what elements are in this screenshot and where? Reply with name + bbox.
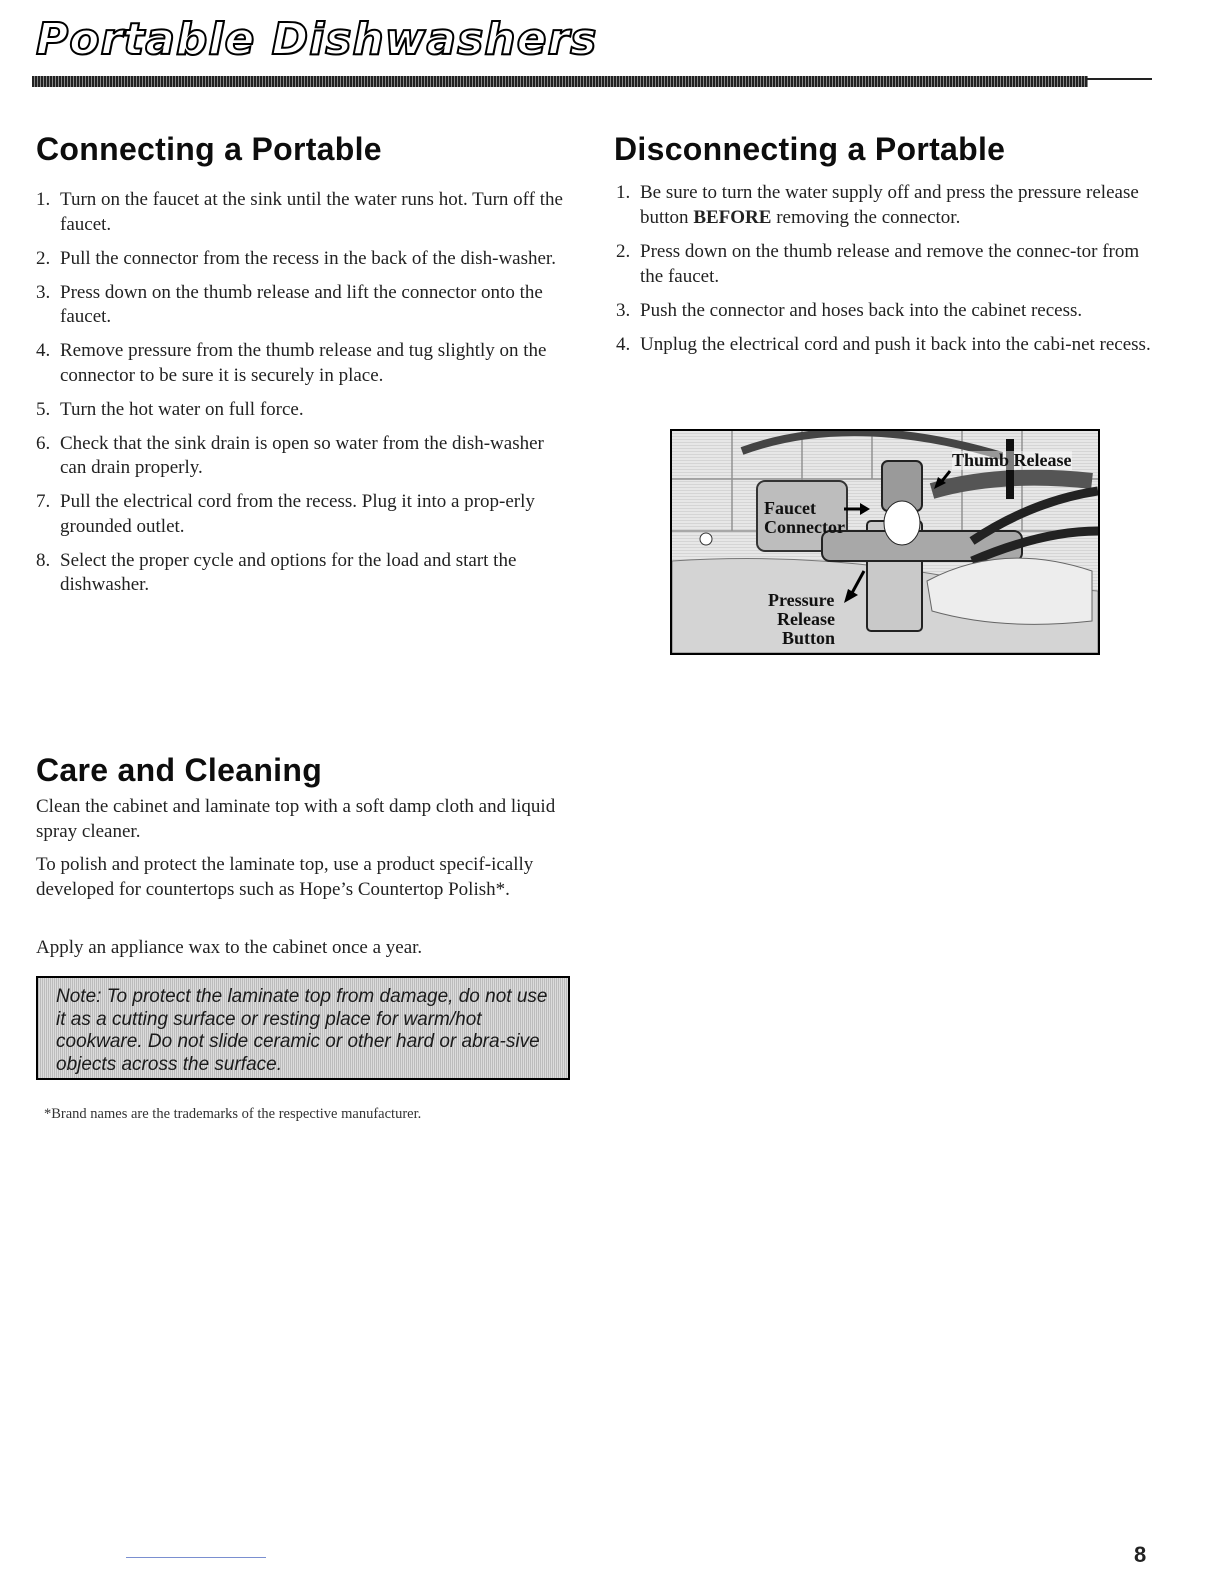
list-item <box>616 333 1152 358</box>
list-item <box>616 240 1152 289</box>
note-text: Note: To protect the laminate top from damage, do not use it as a cutting surface or resting place for warm/hot cookware. Do not slide ceramic or other hard or abra-sive objects across the surface. <box>56 986 548 1075</box>
step-text: Turn the hot water on full force. <box>60 398 304 420</box>
title-rule <box>32 76 1088 87</box>
care-paragraph: Apply an appliance wax to the cabinet once a year. <box>36 937 423 958</box>
step-number: 1. <box>36 189 51 210</box>
button-label: Button <box>782 628 836 648</box>
step-text: Select the proper cycle and options for the load and start the dishwasher. <box>60 549 517 595</box>
care-paragraph: Clean the cabinet and laminate top with a soft damp cloth and liquid spray cleaner. <box>36 796 556 842</box>
list-item <box>36 549 572 598</box>
step-number: 2. <box>36 247 51 269</box>
connecting-steps <box>36 188 572 607</box>
list-item <box>36 432 572 481</box>
step-text: Pull the electrical cord from the recess. Plug it into a prop-erly grounded outlet. <box>60 491 535 537</box>
page-title: Portable Dishwashers <box>36 14 598 65</box>
step-number: 4. <box>36 340 51 361</box>
disconnecting-heading: Disconnecting a Portable <box>614 131 1006 167</box>
step-text: Turn on the faucet at the sink until the water runs hot. Turn off the faucet. <box>60 189 563 235</box>
step-text: Unplug the electrical cord and push it back into the cabi-net recess. <box>640 333 1151 355</box>
list-item <box>36 490 572 539</box>
footnote: *Brand names are the trademarks of the respective manufacturer. <box>44 1106 422 1122</box>
step-number: 6. <box>36 432 51 454</box>
list-item <box>36 398 572 423</box>
list-item <box>616 299 1152 324</box>
step-text: Press down on the thumb release and remove the connec-tor from the faucet. <box>640 241 1140 287</box>
title-rule-end <box>1086 78 1152 80</box>
note-box <box>36 976 570 1080</box>
list-item <box>36 188 572 237</box>
step-number: 8. <box>36 549 51 571</box>
step-number: 1. <box>616 182 631 203</box>
step-text: removing the connector. <box>771 206 961 228</box>
step-text: Pull the connector from the recess in the back of the dish-washer. <box>60 247 556 269</box>
bottom-rule <box>126 1557 266 1558</box>
step-text: Press down on the thumb release and lift the connector onto the faucet. <box>60 281 543 327</box>
faucet-label: Faucet <box>764 498 816 518</box>
page-number: 8 <box>1134 1542 1147 1567</box>
step-number: 5. <box>36 398 51 420</box>
step-number: 7. <box>36 491 51 512</box>
connecting-heading: Connecting a Portable <box>36 131 382 167</box>
connector-label: Connector <box>764 517 845 537</box>
step-number: 3. <box>616 299 631 321</box>
step-text: Be sure to turn the water supply off and press the pressure release button <box>640 182 1139 228</box>
thumb-release-label: Thumb Release <box>952 450 1072 470</box>
list-item <box>36 247 572 272</box>
step-text: Check that the sink drain is open so water from the dish-washer can drain properly. <box>60 432 544 478</box>
list-item <box>616 181 1152 230</box>
release-label: Release <box>777 609 835 629</box>
care-heading: Care and Cleaning <box>36 752 323 788</box>
step-number: 4. <box>616 333 631 355</box>
faucet-connector-illustration <box>670 429 1100 655</box>
step-number: 2. <box>616 241 631 262</box>
step-text: Remove pressure from the thumb release and tug slightly on the connector to be sure it is securely in place. <box>60 340 547 386</box>
step-number: 3. <box>36 281 51 303</box>
step-text: Push the connector and hoses back into the cabinet recess. <box>640 299 1083 321</box>
pressure-label: Pressure <box>768 590 835 610</box>
emphasis-before: BEFORE <box>693 206 772 228</box>
disconnecting-steps-cont <box>616 240 1152 367</box>
disconnecting-steps <box>616 181 1152 240</box>
list-item <box>36 281 572 330</box>
care-paragraph: To polish and protect the laminate top, use a product specif-ically developed for countertops such as Hope’s Countertop Polish*. <box>36 854 534 900</box>
list-item <box>36 339 572 388</box>
